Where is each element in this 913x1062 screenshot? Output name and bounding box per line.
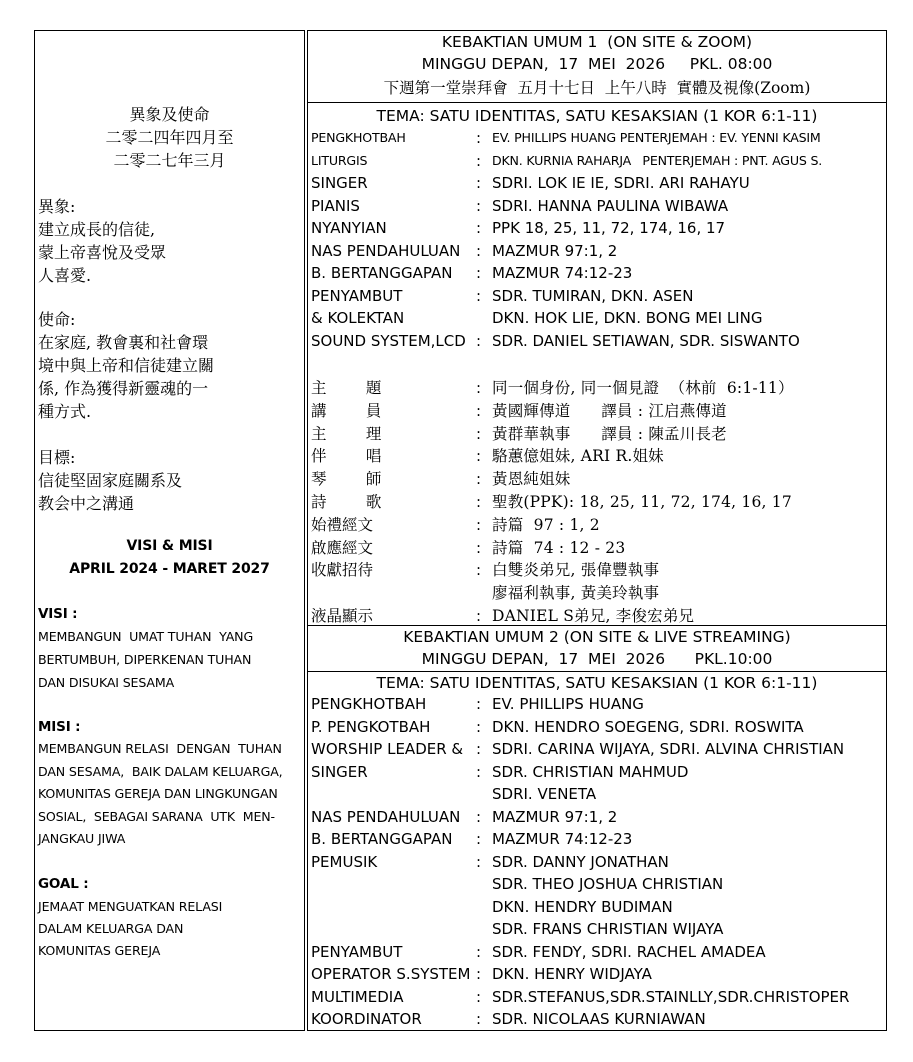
role-value: DKN. HENDRO SOEGENG, SDRI. ROSWITA [492,717,804,736]
visi-label: VISI : [38,606,78,622]
misi-label: MISI : [38,719,81,735]
role-value: 同一個身份, 同一個見證 （林前 6:1-11） [492,379,794,397]
colon: : [476,470,482,489]
role-label: 詩 歌 [311,493,382,511]
cn-mission-line: 種方式. [38,402,92,421]
goal-line: DALAM KELUARGA DAN [38,921,184,936]
role-value: SDRI. CARINA WIJAYA, SDRI. ALVINA CHRISTIAN [492,740,845,758]
cn-mission-line: 係, 作為獲得新靈魂的一 [38,379,209,398]
role-value: 駱蕙億姐妹, ARI R.姐妹 [492,447,664,466]
goal-line: KOMUNITAS GEREJA [38,943,161,958]
role-label: & KOLEKTAN [311,309,405,327]
colon: : [476,493,482,511]
role-value: 詩篇 97 : 1, 2 [492,515,600,534]
role-label: OPERATOR S.SYSTEM [311,965,471,983]
cn-title-line: 二零二七年三月 [113,151,226,170]
role-label: SINGER [311,174,368,192]
role-value: PPK 18, 25, 11, 72, 174, 16, 17 [492,219,726,237]
role-label: 收獻招待 [311,561,374,580]
colon: : [476,965,482,983]
colon: : [476,561,482,580]
visi-line: MEMBANGUN UMAT TUHAN YANG [38,629,254,644]
role-label: PEMUSIK [311,852,378,871]
role-value: 白雙炎弟兄, 張偉豐執事 [492,561,660,580]
role-value: EV. PHILLIPS HUANG [492,695,644,713]
role-value: DKN. HENDRY BUDIMAN [492,897,673,916]
role-value: SDRI. HANNA PAULINA WIBAWA [492,196,729,215]
colon: : [476,219,482,237]
colon: : [476,807,482,826]
role-value: 廖福利執事, 黃美玲執事 [492,584,660,603]
misi-line: SOSIAL, SEBAGAI SARANA UTK MEN- [38,809,275,824]
misi-line: KOMUNITAS GEREJA DAN LINGKUNGAN [38,786,278,801]
colon: : [476,264,482,282]
role-label: WORSHIP LEADER & [311,740,464,758]
colon: : [476,852,482,871]
visi-misi-title: VISI & MISI [126,538,213,554]
colon: : [476,196,482,215]
role-value: MAZMUR 74:12-23 [492,264,633,282]
colon: : [476,151,482,170]
colon: : [476,942,482,961]
cn-mission-label: 使命: [38,310,76,329]
role-value: SDRI. LOK IE IE, SDRI. ARI RAHAYU [492,174,750,192]
goal-line: JEMAAT MENGUATKAN RELASI [38,899,223,914]
role-label: 琴 師 [311,470,382,489]
role-label: B. BERTANGGAPAN [311,264,453,282]
cn-goal-line: 信徒堅固家庭關系及 [38,471,183,490]
colon: : [476,447,482,466]
role-label: MULTIMEDIA [311,987,404,1006]
role-value: DANIEL S弟兄, 李俊宏弟兄 [492,607,695,625]
colon: : [476,607,482,625]
service1-title: KEBAKTIAN UMUM 1 (ON SITE & ZOOM) [441,33,753,51]
visi-line: DAN DISUKAI SESAMA [38,675,175,690]
colon: : [476,241,482,260]
colon: : [476,830,482,848]
colon: : [476,538,482,557]
role-label: PENYAMBUT [311,942,403,961]
role-label: SINGER [311,762,368,781]
colon: : [476,987,482,1006]
role-value: 聖教(PPK): 18, 25, 11, 72, 174, 16, 17 [492,493,792,511]
colon: : [476,515,482,534]
role-label: LITURGIS [311,152,368,168]
colon: : [476,129,482,147]
role-label: 始禮經文 [311,515,374,534]
role-value: SDR. CHRISTIAN MAHMUD [492,762,689,781]
role-value: SDR. TUMIRAN, DKN. ASEN [492,286,694,305]
role-value: SDR. THEO JOSHUA CHRISTIAN [492,875,724,893]
cn-goal-line: 教会中之溝通 [38,494,135,513]
role-label: P. PENGKOTBAH [311,717,431,736]
cn-title-line: 異象及使命 [129,105,210,124]
role-value: 詩篇 74 : 12 - 23 [492,538,626,557]
misi-line: DAN SESAMA, BAIK DALAM KELUARGA, [38,764,283,779]
colon: : [476,762,482,781]
service2-title: KEBAKTIAN UMUM 2 (ON SITE & LIVE STREAMING) [403,628,791,646]
cn-vision-label: 異象: [38,197,76,216]
role-value: SDR. FENDY, SDRI. RACHEL AMADEA [492,942,766,961]
cn-vision-line: 蒙上帝喜悅及受眾 [38,243,167,262]
colon: : [476,717,482,736]
service2-datetime: MINGGU DEPAN, 17 MEI 2026 PKL.10:00 [421,650,773,668]
cn-vision-line: 建立成長的信徒, [38,220,156,239]
role-label: NAS PENDAHULUAN [311,241,461,260]
service1-cn-header: 下週第一堂崇拜會 五月十七日 上午八時 實體及視像(Zoom) [383,79,811,97]
role-label: KOORDINATOR [311,1010,422,1028]
role-label: 啟應經文 [311,538,374,557]
cn-mission-line: 在家庭, 教會裏和社會環 [38,333,209,352]
role-label: PENGKHOTBAH [311,130,406,145]
role-value: MAZMUR 97:1, 2 [492,807,618,826]
colon: : [476,174,482,192]
role-label: 液晶顯示 [311,607,374,625]
role-value: DKN. HOK LIE, DKN. BONG MEI LING [492,309,763,327]
role-label: 伴 唱 [311,447,382,466]
colon: : [476,401,482,420]
cn-goal-label: 目標: [38,448,76,467]
role-value: MAZMUR 97:1, 2 [492,241,618,260]
divider [308,102,886,103]
role-label: PENYAMBUT [311,286,403,305]
role-value: SDR. FRANS CHRISTIAN WIJAYA [492,920,724,938]
visi-misi-period: APRIL 2024 - MARET 2027 [69,561,270,577]
visi-line: BERTUMBUH, DIPERKENAN TUHAN [38,652,252,667]
service1-datetime: MINGGU DEPAN, 17 MEI 2026 PKL. 08:00 [421,55,773,73]
role-value: 黃群華執事 譯員 : 陳孟川長老 [492,424,727,443]
colon: : [476,331,482,350]
role-value: SDR.STEFANUS,SDR.STAINLLY,SDR.CHRISTOPER [492,987,850,1006]
role-value: SDRI. VENETA [492,785,597,803]
colon: : [476,695,482,713]
role-label: B. BERTANGGAPAN [311,830,453,848]
colon: : [476,379,482,397]
goal-label: GOAL : [38,876,89,892]
role-value: 黃國輝傳道 譯員 : 江启燕傳道 [492,401,727,420]
role-label: 主 理 [311,424,382,443]
role-label: PIANIS [311,196,360,215]
colon: : [476,286,482,305]
colon: : [476,740,482,758]
service2-theme: TEMA: SATU IDENTITAS, SATU KESAKSIAN (1 KOR 6:1-11) [376,674,818,692]
role-value: EV. PHILLIPS HUANG PENTERJEMAH : EV. YENNI KASIM [492,130,821,145]
cn-vision-line: 人喜愛. [38,266,92,285]
role-label: 講 員 [311,401,382,420]
service-schedule-panel [307,30,887,1031]
service1-theme: TEMA: SATU IDENTITAS, SATU KESAKSIAN (1 KOR 6:1-11) [376,107,818,125]
role-label: NAS PENDAHULUAN [311,807,461,826]
misi-line: MEMBANGUN RELASI DENGAN TUHAN [38,741,282,756]
cn-mission-line: 境中與上帝和信徒建立關 [38,356,215,375]
role-value: SDR. DANIEL SETIAWAN, SDR. SISWANTO [492,331,800,350]
role-label: SOUND SYSTEM,LCD [311,331,466,350]
colon: : [476,424,482,443]
role-value: 黃恩純姐妹 [492,470,571,489]
vision-mission-panel [34,30,305,1031]
role-value: MAZMUR 74:12-23 [492,830,633,848]
misi-line: JANGKAU JIWA [38,831,126,846]
role-label: NYANYIAN [311,219,387,237]
role-value: SDR. DANNY JONATHAN [492,852,669,871]
role-value: DKN. KURNIA RAHARJA PENTERJEMAH : PNT. AGUS S. [492,152,823,168]
colon: : [476,1010,482,1028]
role-value: SDR. NICOLAAS KURNIAWAN [492,1010,706,1028]
role-value: DKN. HENRY WIDJAYA [492,965,652,983]
role-label: PENGKHOTBAH [311,695,427,713]
cn-title-line: 二零二四年四月至 [105,128,234,147]
role-label: 主 題 [311,379,382,397]
